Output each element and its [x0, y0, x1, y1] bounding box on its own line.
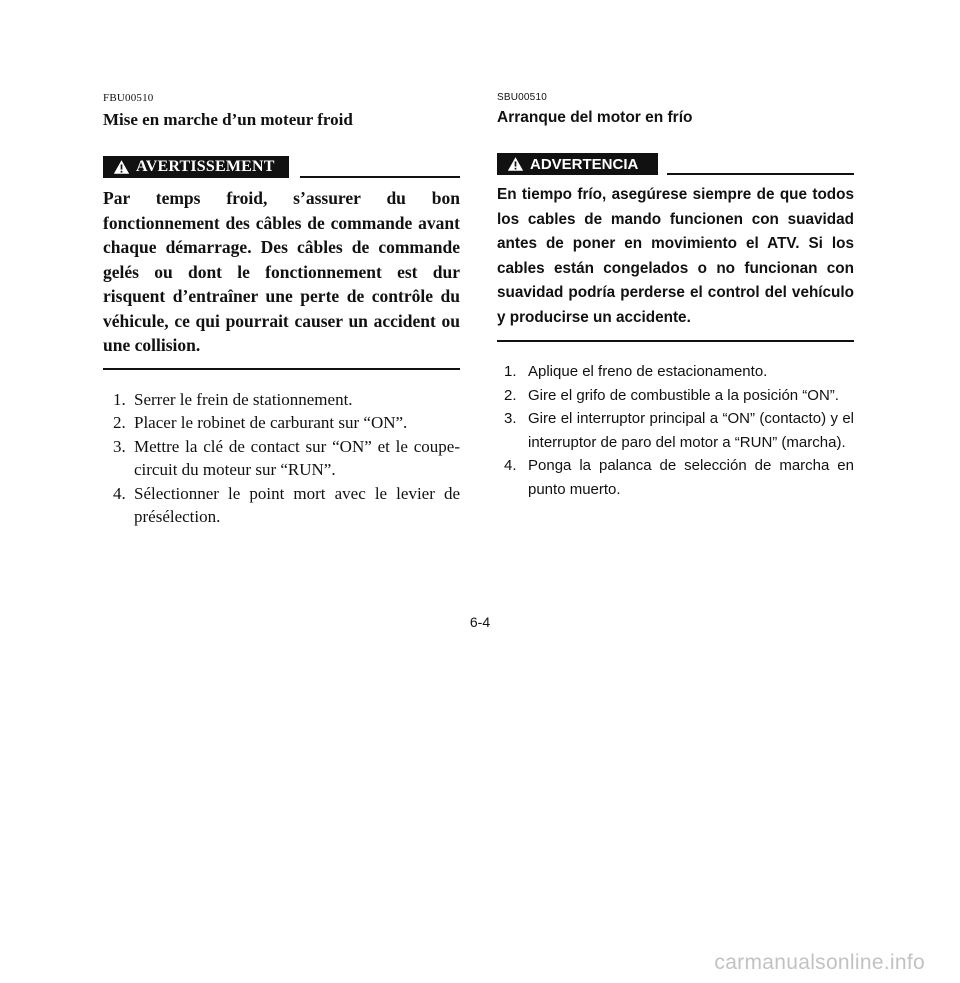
step-text: Ponga la palanca de selección de marcha en punto muerto.	[528, 457, 854, 498]
step-number: 1.	[504, 363, 517, 380]
warning-triangle-icon	[113, 159, 130, 175]
list-item	[497, 407, 854, 454]
step-text: Gire el interruptor principal a “ON” (contacto) y el interruptor de paro del motor a “RUN” (marcha).	[528, 410, 854, 451]
step-text: Placer le robinet de carburant sur “ON”.	[134, 413, 408, 432]
section-heading: Mise en marche d’un moteur froid	[103, 110, 353, 129]
step-text: Mettre la clé de contact sur “ON” et le coupe-circuit du moteur sur “RUN”.	[134, 436, 460, 479]
section-code: FBU00510	[103, 92, 154, 104]
step-number: 4.	[113, 483, 126, 503]
left-column	[103, 92, 460, 529]
step-text: Serrer le frein de stationnement.	[134, 389, 353, 409]
steps-list	[497, 360, 854, 501]
warning-label: AVERTISSEMENT	[136, 158, 275, 175]
step-number: 3.	[113, 436, 126, 456]
warning-divider	[300, 176, 460, 178]
right-column	[497, 92, 854, 501]
step-number: 2.	[504, 386, 517, 404]
list-item	[103, 411, 460, 435]
warning-label: ADVERTENCIA	[530, 155, 639, 173]
warning-badge	[497, 153, 658, 175]
section-heading: Arranque del motor en frío	[497, 109, 693, 126]
list-item	[103, 482, 460, 529]
step-text: Aplique el freno de estacionamento.	[528, 363, 768, 380]
list-item	[103, 435, 460, 482]
step-number: 1.	[113, 389, 126, 409]
page-number: 6-4	[469, 614, 491, 630]
step-number: 3.	[504, 410, 517, 427]
warning-text: Par temps froid, s’assurer du bon fonctionnement des câbles de commande avant chaque démarrage. Des câbles de commande gelés ou dont le fonctionnement est dur risquent d’entraîner une perte de contrôle du véhicule, ce qui pourrait causer un accident ou une collision.	[103, 188, 460, 355]
step-number: 4.	[504, 457, 517, 474]
list-item	[497, 360, 854, 384]
warning-end-divider	[103, 368, 460, 370]
step-number: 2.	[113, 413, 126, 432]
warning-end-divider	[497, 340, 854, 342]
warning-header	[497, 153, 854, 175]
step-text: Sélectionner le point mort avec le levier de présélection.	[134, 483, 460, 526]
steps-list	[103, 388, 460, 529]
section-code: SBU00510	[497, 92, 547, 103]
warning-header	[103, 156, 460, 178]
warning-divider	[667, 173, 854, 175]
list-item	[497, 454, 854, 501]
list-item	[497, 384, 854, 408]
watermark: carmanualsonline.info	[714, 951, 925, 974]
step-text: Gire el grifo de combustible a la posición “ON”.	[528, 386, 839, 404]
warning-text: En tiempo frío, asegúrese siempre de que todos los cables de mando funcionen con suavidad antes de poner en movimiento el ATV. Si los cables están congelados o no funcionan con suavidad podría perderse el control del vehículo y producirse un accidente.	[497, 186, 854, 326]
list-item	[103, 388, 460, 412]
warning-triangle-icon	[507, 156, 524, 172]
warning-badge	[103, 156, 289, 178]
